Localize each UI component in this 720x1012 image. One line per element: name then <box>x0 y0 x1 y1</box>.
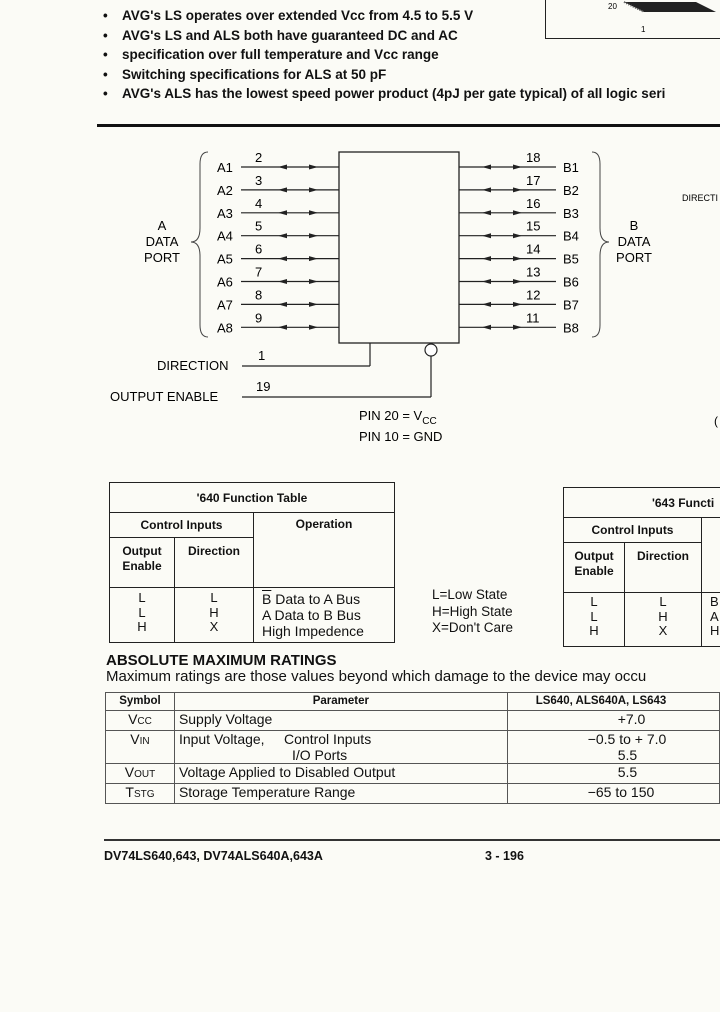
b-port-brace <box>592 152 609 337</box>
state-legend <box>432 587 513 637</box>
b-pin-label: B7 <box>563 297 579 313</box>
a-pin-number: 6 <box>255 241 263 257</box>
function-table-643 <box>563 487 720 647</box>
parameter-cell: Supply Voltage <box>174 711 507 731</box>
output-enable-header: Output Enable <box>110 538 175 588</box>
a-input-arrow <box>278 233 287 238</box>
operation-header: Operation <box>254 513 395 588</box>
package-pin-top: 20 <box>608 2 617 11</box>
table-title: '640 Function Table <box>110 483 395 513</box>
package-chip-drawing <box>546 0 720 38</box>
b-pin-number: 15 <box>526 218 541 234</box>
b-input-arrow <box>482 210 491 215</box>
a-pin-label: A5 <box>217 251 233 267</box>
legend-item: L=Low State <box>432 587 508 602</box>
right-edge-glyph: ( <box>714 414 718 428</box>
package-illustration <box>545 0 720 39</box>
a-output-arrow <box>309 233 318 238</box>
a-input-arrow <box>278 325 287 330</box>
a-pin-number: 9 <box>255 310 263 326</box>
a-pin-number: 3 <box>255 172 263 188</box>
a-input-arrow <box>278 165 287 170</box>
b-input-arrow <box>482 302 491 307</box>
value-header: LS640, ALS640A, LS643 <box>507 693 719 711</box>
a-pin-number: 4 <box>255 195 263 211</box>
table-row <box>106 764 720 784</box>
a-input-arrow <box>278 210 287 215</box>
control-inputs-header: Control Inputs <box>110 513 254 538</box>
b-output-arrow <box>513 165 522 170</box>
b-input-arrow <box>482 187 491 192</box>
a-pin-number: 7 <box>255 264 263 280</box>
section-subtitle: Maximum ratings are those values beyond which damage to the device may occu <box>106 668 647 685</box>
feature-item-continued <box>100 45 665 65</box>
a-output-arrow <box>309 302 318 307</box>
direction-pin-number: 1 <box>258 348 266 363</box>
b-output-arrow <box>513 187 522 192</box>
a-pin-label: A6 <box>217 274 233 290</box>
operation-values: $\overline{B}$ Data to A Bus A Data to B Bus High Impedence <box>254 588 395 643</box>
b-pin-number: 13 <box>526 264 541 280</box>
feature-item: • Switching specifications for ALS at 50 pF <box>100 65 665 85</box>
package-chip-body <box>624 2 716 12</box>
footer-divider <box>104 839 720 841</box>
b-input-arrow <box>482 325 491 330</box>
a-pin-label: A3 <box>217 205 233 221</box>
a-pin-label: A1 <box>217 160 233 175</box>
b-input-arrow <box>482 233 491 238</box>
direction-label: DIRECTION <box>157 358 229 373</box>
output-enable-label: OUTPUT ENABLE <box>110 389 219 404</box>
b-pin-label: B2 <box>563 182 579 198</box>
b-port-label: B <box>629 218 639 233</box>
a-output-arrow <box>309 256 318 261</box>
a-port-label: A <box>157 218 167 233</box>
value-cell: −0.5 to + 7.0 5.5 <box>507 731 719 764</box>
legend-item: H=High State <box>432 603 513 619</box>
feature-text: specification over full temperature and Vcc range <box>122 47 439 62</box>
parameter-header: Parameter <box>174 693 507 711</box>
feature-item: • AVG's LS operates over extended Vcc from 4.5 to 5.5 V <box>100 6 665 26</box>
footer-part-numbers: DV74LS640,643, DV74ALS640A,643A <box>104 849 323 863</box>
a-pin-number: 5 <box>255 218 263 234</box>
b-port-label: PORT <box>616 250 652 265</box>
value-cell: 5.5 <box>507 764 719 784</box>
parameter-cell: Storage Temperature Range <box>174 784 507 804</box>
b-output-arrow <box>513 210 522 215</box>
function-table-640 <box>109 482 395 643</box>
oe-values: L L H <box>110 588 175 643</box>
legend-item: X=Don't Care <box>432 620 513 635</box>
logic-diagram <box>0 130 720 460</box>
a-port-brace <box>191 152 208 337</box>
b-pin-label: B8 <box>563 320 579 336</box>
table-row <box>106 731 720 764</box>
pin10-label: PIN 10 = GND <box>359 429 443 444</box>
a-pin-label: A7 <box>217 297 233 313</box>
b-pin-number: 11 <box>526 310 540 326</box>
value-cell: +7.0 <box>507 711 719 731</box>
a-pin-number: 8 <box>255 287 263 303</box>
a-pin-label: A8 <box>217 320 233 336</box>
a-output-arrow <box>309 325 318 330</box>
b-pin-label: B3 <box>563 205 579 221</box>
parameter-cell: Input Voltage, Control Inputs I/O Ports <box>174 731 507 764</box>
a-input-arrow <box>278 302 287 307</box>
output-enable-pin-number: 19 <box>256 379 271 394</box>
b-pin-number: 14 <box>526 241 541 257</box>
b-pin-label: B6 <box>563 274 579 290</box>
right-direction-label: DIRECTI <box>682 193 718 203</box>
symbol-cell: VCC <box>106 711 175 731</box>
a-input-arrow <box>278 279 287 284</box>
b-pin-number: 18 <box>526 150 541 165</box>
b-input-arrow <box>482 165 491 170</box>
a-output-arrow <box>309 187 318 192</box>
inversion-bubble <box>425 344 437 356</box>
b-port-label: DATA <box>617 234 651 249</box>
feature-item: • AVG's LS and ALS both have guaranteed DC and AC <box>100 26 665 46</box>
table-row <box>106 711 720 731</box>
footer-page-number: 3 - 196 <box>485 849 524 863</box>
b-pin-number: 16 <box>526 195 541 211</box>
symbol-cell: VIN <box>106 731 175 764</box>
a-pin-label: A4 <box>217 228 233 244</box>
a-output-arrow <box>309 165 318 170</box>
b-output-arrow <box>513 279 522 284</box>
b-input-arrow <box>482 279 491 284</box>
section-divider <box>97 124 720 127</box>
direction-header: Direction <box>625 543 702 593</box>
feature-item: • AVG's ALS has the lowest speed power product (4pJ per gate typical) of all logic seri <box>100 84 665 104</box>
parameter-cell: Voltage Applied to Disabled Output <box>174 764 507 784</box>
oe-values: L L H <box>564 593 625 647</box>
b-pin-label: B4 <box>563 228 579 244</box>
a-input-arrow <box>278 187 287 192</box>
b-bar-label: $\overline{B}$ <box>262 591 272 607</box>
b-pin-number: 12 <box>526 287 541 303</box>
b-output-arrow <box>513 325 522 330</box>
a-input-arrow <box>278 256 287 261</box>
value-cell: −65 to 150 <box>507 784 719 804</box>
table-title: '643 Functi <box>564 488 720 518</box>
symbol-header: Symbol <box>106 693 175 711</box>
a-output-arrow <box>309 210 318 215</box>
symbol-cell: TSTG <box>106 784 175 804</box>
b-pin-label: B5 <box>563 251 579 267</box>
control-inputs-header: Control Inputs <box>564 518 702 543</box>
a-output-arrow <box>309 279 318 284</box>
b-output-arrow <box>513 302 522 307</box>
b-output-arrow <box>513 256 522 261</box>
b-output-arrow <box>513 233 522 238</box>
direction-header: Direction <box>175 538 254 588</box>
output-enable-header: Output Enable <box>564 543 625 593</box>
direction-values: L H X <box>175 588 254 643</box>
symbol-cell: VOUT <box>106 764 175 784</box>
a-port-label: PORT <box>144 250 180 265</box>
a-pin-number: 2 <box>255 150 263 165</box>
table-row <box>106 784 720 804</box>
ic-body <box>339 152 459 343</box>
a-pin-label: A2 <box>217 182 233 198</box>
absolute-max-ratings-table <box>105 692 720 804</box>
b-pin-label: B1 <box>563 160 579 175</box>
b-pin-number: 17 <box>526 172 541 188</box>
package-pin-bottom: 1 <box>641 25 646 34</box>
b-input-arrow <box>482 256 491 261</box>
direction-values: L H X <box>625 593 702 647</box>
pin20-label: PIN $20 = V_{CC}$ <box>359 408 437 427</box>
operation-values: B A H <box>702 593 720 647</box>
a-port-label: DATA <box>145 234 179 249</box>
section-title: ABSOLUTE MAXIMUM RATINGS <box>106 652 337 669</box>
